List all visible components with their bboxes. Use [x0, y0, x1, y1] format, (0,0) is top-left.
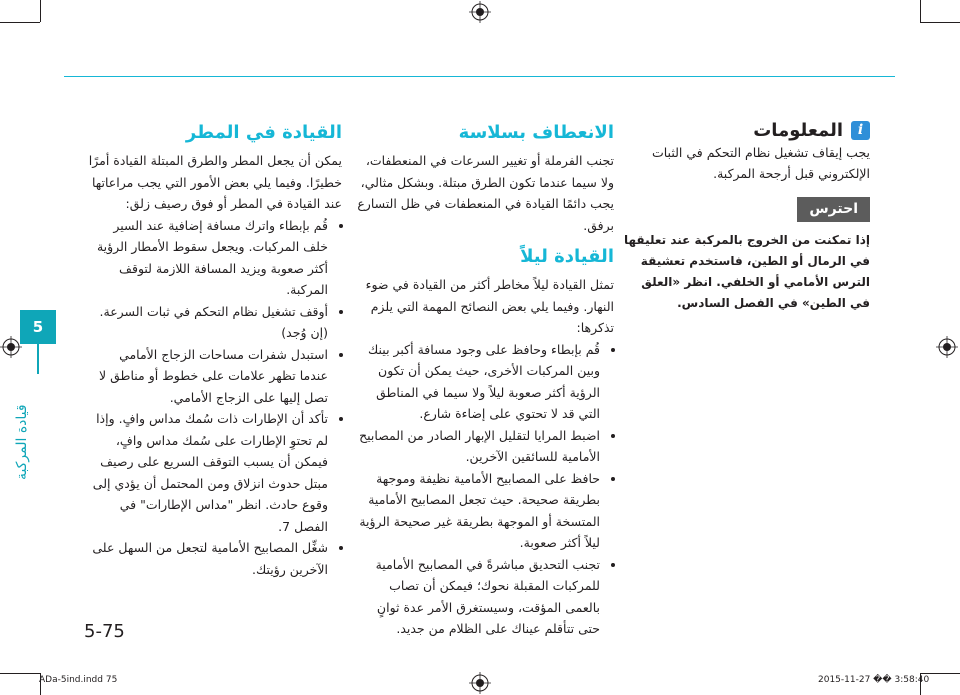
rain-paragraph: يمكن أن يجعل المطر والطرق المبتلة القيادة أمرًا خطيرًا. وفيما يلي بعض الأمور التي يجب مراعاتها عند القيادة في المطر أو فوق رصيف زلق: — [88, 153, 342, 211]
section-title-rain: القيادة في المطر — [185, 122, 342, 143]
rain-bullet-list — [88, 215, 342, 581]
crop-mark — [920, 0, 921, 22]
column-middle — [352, 120, 614, 640]
section-title-cornering: الانعطاف بسلاسة — [458, 122, 614, 143]
list-item: • تجنب التحديق مباشرةً في المصابيح الأمامية للمركبات المقبلة نحوك؛ فيمكن أن تصاب بالعمى المؤقت، وسيستغرق الأمر عدة ثوانٍ حتى تتأقلم عيناك على الظلام من جديد. — [352, 554, 600, 640]
footer-timestamp: 2015-11-27 �� 3:58:40 — [818, 675, 930, 685]
cornering-paragraph: تجنب الفرملة أو تغيير السرعات في المنعطفات، ولا سيما عندما تكون الطرق مبتلة. وبشكل مثالي، يجب دائمًا القيادة في المنعطفات في ظل التسارع برفق. — [357, 153, 614, 233]
registration-mark-icon — [469, 672, 491, 694]
list-item: • أوقف تشغيل نظام التحكم في ثبات السرعة. (إن وُجد) — [88, 301, 328, 344]
info-heading — [624, 120, 870, 142]
chapter-label: قيادة المركبة — [14, 404, 30, 480]
info-icon: i — [851, 121, 870, 140]
list-item: • قُم بإبطاء وحافظ على وجود مسافة أكبر بينك وبين المركبات الأخرى، حيث يمكن أن تكون الرؤية أكثر صعوبة ليلاً ولا سيما في المناطق التي قد لا تحتوي على إضاءة شارع. — [352, 339, 600, 425]
night-bullet-list — [352, 339, 614, 640]
info-title: المعلومات — [753, 120, 843, 141]
registration-mark-icon — [469, 1, 491, 23]
list-item: • استبدل شفرات مساحات الزجاج الأمامي عندما تظهر علامات على خطوط أو مناطق لا تصل إليها على الزجاج الأمامي. — [88, 344, 328, 409]
crop-mark — [0, 22, 40, 23]
registration-mark-icon — [936, 336, 958, 358]
caution-label: احترس — [797, 197, 870, 223]
header-rule — [64, 76, 895, 77]
section-title-night: القيادة ليلاً — [520, 246, 614, 267]
column-left — [88, 120, 342, 580]
crop-mark — [40, 0, 41, 22]
list-item: • حافظ على المصابيح الأمامية نظيفة وموجهة بطريقة صحيحة. حيث تجعل المصابيح الأمامية المتسخة أو الموجهة بطريقة غير صحيحة الرؤية ليلاً أكثر صعوبة. — [352, 468, 600, 554]
footer-file-label: ADa-5ind.indd 75 — [39, 675, 118, 685]
crop-mark — [920, 673, 960, 674]
page-number: 5-75 — [84, 621, 125, 642]
list-item: • تأكد أن الإطارات ذات سُمك مداس وافٍ. وإذا لم تحتوِ الإطارات على سُمك مداس وافٍ، فيمكن أن يسبب التوقف السريع على رصيف مبتل حدوث انزلاق ومن المحتمل أن يؤدي إلى وقوع حادث. انظر "مداس الإطارات" في الفصل 7. — [88, 408, 328, 537]
chapter-tab: 5 — [20, 310, 56, 344]
column-right — [624, 120, 870, 314]
registration-mark-icon — [0, 336, 22, 358]
crop-mark — [0, 673, 40, 674]
crop-mark — [920, 22, 960, 23]
list-item: • قُم بإبطاء واترك مسافة إضافية عند السير خلف المركبات. ويجعل سقوط الأمطار الرؤية أكثر صعوبة ويزيد المسافة اللازمة لتوقف المركبة. — [88, 215, 328, 301]
chapter-tab-line — [37, 344, 39, 374]
info-paragraph: يجب إيقاف تشغيل نظام التحكم في الثبات الإلكتروني قبل أرجحة المركبة. — [651, 144, 870, 181]
night-paragraph: تمثل القيادة ليلاً مخاطر أكثر من القيادة في ضوء النهار. وفيما يلي بعض النصائح المهمة التي يلزم تذكرها: — [365, 277, 614, 335]
caution-text: إذا تمكنت من الخروج بالمركبة عند تعليقها في الرمال أو الطين، فاستخدم تعشيقة الترس الأمامي أو الخلفي. انظر «العلق في الطين» في الفصل السادس. — [624, 233, 870, 310]
list-item: • شغِّل المصابيح الأمامية لتجعل من السهل على الآخرين رؤيتك. — [88, 537, 328, 580]
list-item: • اضبط المرايا لتقليل الإبهار الصادر من المصابيح الأمامية للسائقين الآخرين. — [352, 425, 600, 468]
